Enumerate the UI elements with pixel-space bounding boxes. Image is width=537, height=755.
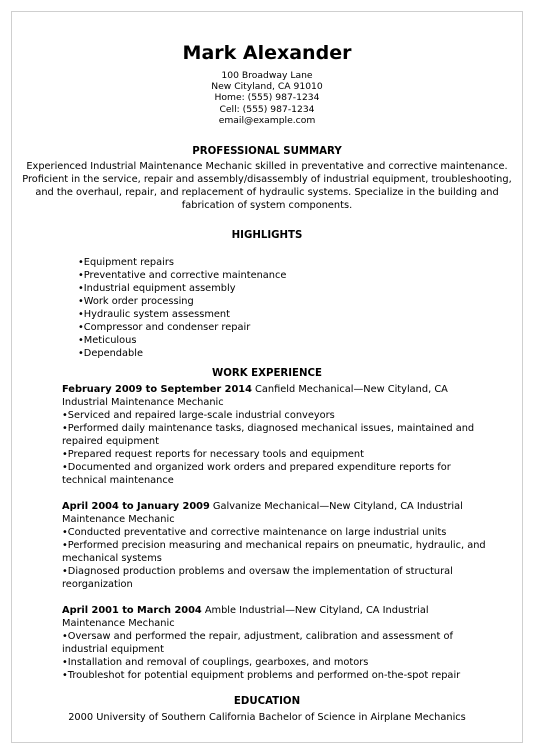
- job-dates: April 2004 to January 2009: [62, 501, 210, 513]
- job-entry: [12, 604, 522, 682]
- highlight-item: •Work order processing: [78, 296, 194, 308]
- cell-phone: Cell: (555) 987-1234: [219, 103, 315, 115]
- job-bullet: •Conducted preventative and corrective maintenance on large industrial units: [62, 527, 447, 539]
- job-entry: [12, 500, 522, 591]
- job-details: Canfield Mechanical—New Cityland, CA Industrial Maintenance Mechanic: [62, 384, 448, 409]
- job-bullet: •Oversaw and performed the repair, adjustment, calibration and assessment of industrial equipment: [62, 631, 453, 656]
- resume-header: [12, 41, 522, 126]
- highlight-item: •Meticulous: [78, 335, 137, 347]
- highlight-item: •Industrial equipment assembly: [78, 283, 236, 295]
- job-header: [62, 383, 492, 409]
- highlight-item: •Dependable: [78, 348, 143, 360]
- contact-block: [12, 70, 522, 126]
- job-bullet: •Prepared request reports for necessary tools and equipment: [62, 449, 364, 461]
- highlight-item: •Preventative and corrective maintenance: [78, 270, 287, 282]
- job-entry: [12, 383, 522, 487]
- job-details: Galvanize Mechanical—New Cityland, CA Industrial Maintenance Mechanic: [62, 501, 463, 526]
- job-dates: April 2001 to March 2004: [62, 605, 202, 617]
- candidate-name: Mark Alexander: [182, 42, 352, 64]
- job-bullet: •Documented and organized work orders and prepared expenditure reports for technical maintenance: [62, 462, 451, 487]
- job-header: [62, 604, 492, 630]
- highlight-item: •Equipment repairs: [78, 257, 174, 269]
- job-bullet: •Performed daily maintenance tasks, diagnosed mechanical issues, maintained and repaired equipment: [62, 423, 475, 448]
- experience-title: WORK EXPERIENCE: [212, 368, 322, 380]
- resume-page: [11, 11, 523, 743]
- address-line-2: New Cityland, CA 91010: [211, 81, 323, 93]
- education-entry: 2000 University of Southern California Bachelor of Science in Airplane Mechanics: [68, 712, 466, 724]
- summary-title: PROFESSIONAL SUMMARY: [192, 146, 342, 158]
- home-phone: Home: (555) 987-1234: [214, 92, 320, 104]
- job-dates: February 2009 to September 2014: [62, 384, 252, 396]
- highlights-list: [12, 256, 522, 360]
- job-bullet: •Installation and removal of couplings, gearboxes, and motors: [62, 657, 369, 669]
- job-header: [62, 500, 492, 526]
- email-address: email@example.com: [218, 114, 316, 126]
- job-bullet: •Serviced and repaired large-scale industrial conveyors: [62, 410, 335, 422]
- summary-text: Experienced Industrial Maintenance Mechanic skilled in preventative and corrective maintenance. Proficient in the service, repair and assembly/disassembly of industrial equipment, troubleshooting, and the overhaul, repair, and replacement of hydraulic systems. Specialize in the building and fabrication of system components.: [22, 161, 512, 212]
- job-bullet: •Troubleshot for potential equipment problems and performed on-the-spot repair: [62, 670, 461, 682]
- highlight-item: •Compressor and condenser repair: [78, 322, 251, 334]
- highlights-title: HIGHLIGHTS: [231, 230, 303, 242]
- job-details: Amble Industrial—New Cityland, CA Industrial Maintenance Mechanic: [62, 605, 429, 630]
- job-bullet: •Performed precision measuring and mechanical repairs on pneumatic, hydraulic, and mechanical systems: [62, 540, 486, 565]
- education-title: EDUCATION: [233, 696, 301, 708]
- job-bullet: •Diagnosed production problems and oversaw the implementation of structural reorganization: [62, 566, 453, 591]
- address-line-1: 100 Broadway Lane: [221, 70, 313, 81]
- highlight-item: •Hydraulic system assessment: [78, 309, 230, 321]
